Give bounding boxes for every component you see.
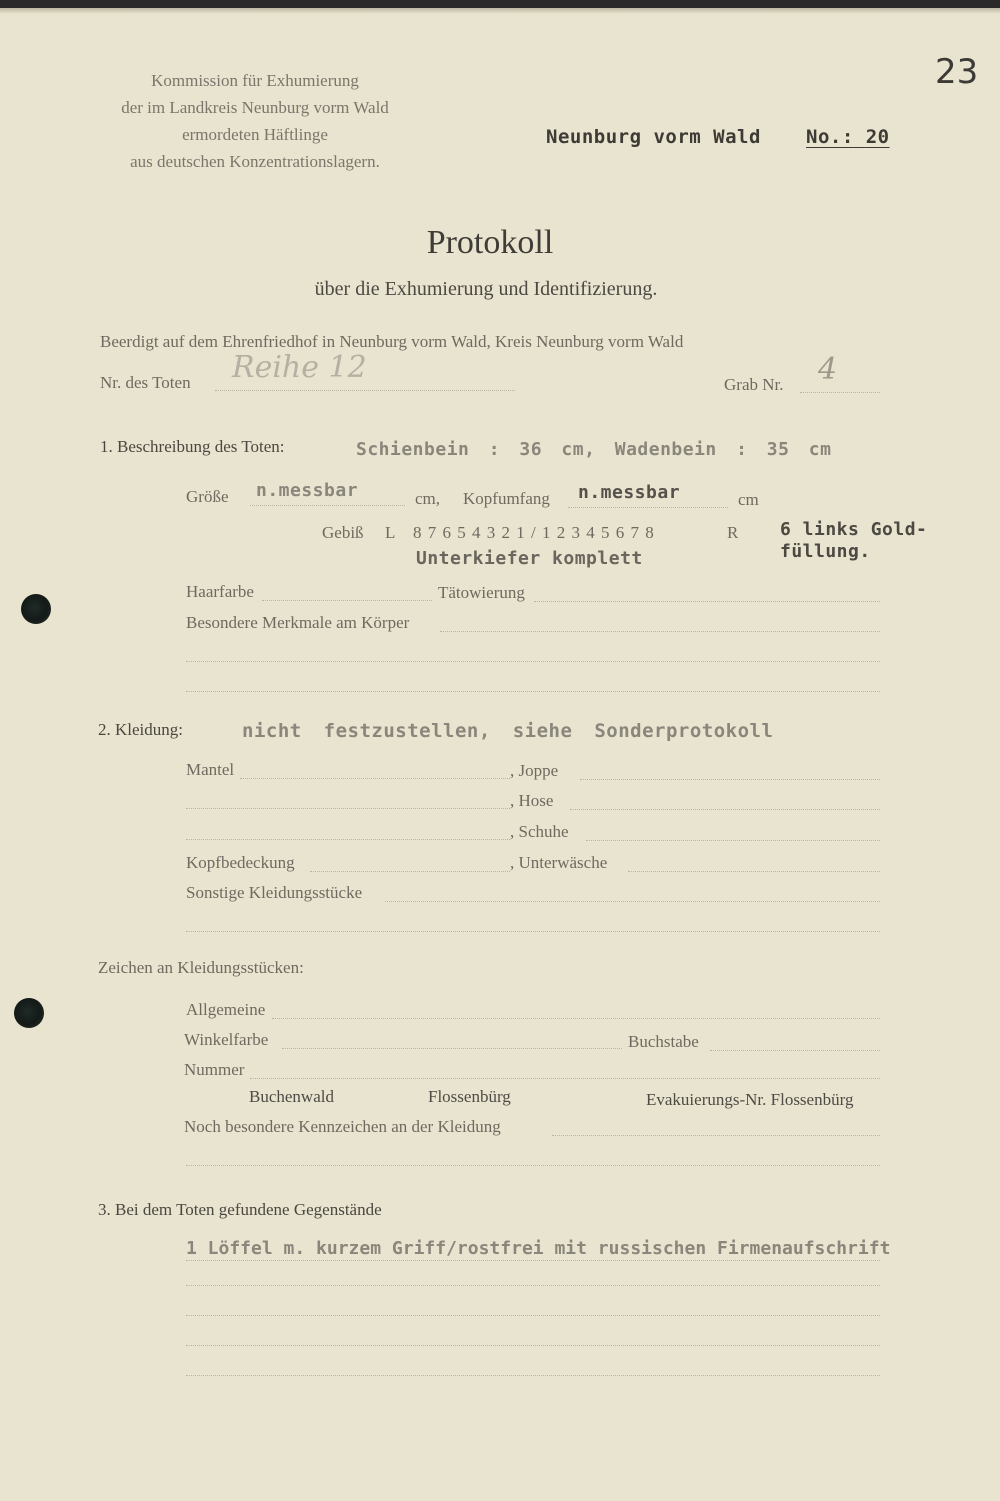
- shoes-label: , Schuhe: [510, 822, 569, 841]
- other-clothing-line-2: [186, 931, 880, 932]
- found-items-note: 1 Löffel m. kurzem Griff/rostfrei mit russischen Firmenaufschrift: [186, 1238, 891, 1259]
- head-circumference-line: [568, 507, 728, 508]
- size-label: Größe: [186, 487, 229, 506]
- underwear-label: , Unterwäsche: [510, 853, 608, 872]
- found-items-line-5: [186, 1375, 880, 1376]
- commission-header: [95, 67, 415, 175]
- body-marks-line-2: [186, 661, 880, 662]
- trousers-label: , Hose: [510, 791, 554, 810]
- hair-color-line: [262, 600, 432, 601]
- dead-number-line: [215, 390, 515, 391]
- commission-line-1: Kommission für Exhumierung: [151, 71, 359, 90]
- body-marks-line-1: [440, 631, 880, 632]
- other-clothing-line-1: [385, 901, 880, 902]
- headwear-line: [310, 871, 510, 872]
- shoes-line: [586, 840, 880, 841]
- head-circumference-label: Kopfumfang: [463, 489, 550, 508]
- angle-color-line: [282, 1048, 622, 1049]
- grave-number-value: 4: [818, 352, 838, 387]
- section2-clothing-note: nicht festzustellen, siehe Sonderprotokoll: [242, 720, 774, 742]
- teeth-numbers: 8 7 6 5 4 3 2 1 / 1 2 3 4 5 6 7 8: [413, 523, 655, 542]
- punch-hole-bottom: [14, 998, 44, 1028]
- size-value: n.messbar: [256, 480, 359, 501]
- general-marks-label: Allgemeine: [186, 1000, 266, 1019]
- found-items-line-2: [186, 1285, 880, 1286]
- section2-heading: 2. Kleidung:: [98, 720, 183, 739]
- commission-line-2: der im Landkreis Neunburg vorm Wald: [121, 98, 389, 117]
- section1-heading: 1. Beschreibung des Toten:: [100, 437, 285, 456]
- size-unit: cm,: [415, 489, 441, 508]
- paper-edge: [0, 8, 1000, 14]
- headwear-label: Kopfbedeckung: [186, 853, 295, 872]
- section1-bones: Schienbein : 36 cm, Wadenbein : 35 cm: [356, 439, 832, 460]
- evacuation-number-label: Evakuierungs-Nr. Flossenbürg: [646, 1090, 854, 1109]
- found-items-line-4: [186, 1345, 880, 1346]
- number-line: [250, 1078, 880, 1079]
- header-number-value: 20: [865, 126, 890, 148]
- buchenwald-label: Buchenwald: [249, 1087, 334, 1106]
- body-marks-label: Besondere Merkmale am Körper: [186, 613, 410, 632]
- lower-jaw-note: Unterkiefer komplett: [416, 548, 643, 569]
- tattoo-line: [534, 601, 880, 602]
- page-number: 23: [935, 52, 979, 92]
- coat-label: Mantel: [186, 760, 235, 779]
- hair-color-label: Haarfarbe: [186, 582, 254, 601]
- general-marks-line: [272, 1018, 880, 1019]
- letter-label: Buchstabe: [628, 1032, 699, 1051]
- header-place: Neunburg vorm Wald: [546, 126, 761, 148]
- teeth-label: Gebiß: [322, 523, 364, 542]
- grave-number-label: Grab Nr.: [724, 375, 784, 394]
- number-label: Nummer: [184, 1060, 245, 1079]
- teeth-left: L: [385, 523, 396, 542]
- special-marks-line-1: [552, 1135, 880, 1136]
- commission-line-4: aus deutschen Konzentrationslagern.: [130, 152, 380, 171]
- clothing-left-line-2: [186, 808, 510, 809]
- commission-line-3: ermordeten Häftlinge: [182, 125, 328, 144]
- document-subtitle: über die Exhumierung und Identifizierung.: [314, 278, 658, 300]
- clothing-left-line-3: [186, 839, 510, 840]
- trousers-line: [570, 809, 880, 810]
- angle-color-label: Winkelfarbe: [184, 1030, 269, 1049]
- underwear-line: [628, 871, 880, 872]
- other-clothing-label: Sonstige Kleidungsstücke: [186, 883, 363, 902]
- body-marks-line-3: [186, 691, 880, 692]
- jacket-label: , Joppe: [510, 761, 559, 780]
- clothing-marks-heading: Zeichen an Kleidungsstücken:: [98, 958, 304, 977]
- section3-heading: 3. Bei dem Toten gefundene Gegenstände: [98, 1200, 382, 1219]
- coat-line: [240, 778, 510, 779]
- grave-number-line: [800, 392, 880, 393]
- tattoo-label: Tätowierung: [438, 583, 525, 602]
- flossenbuerg-label: Flossenbürg: [428, 1087, 511, 1106]
- head-circumference-value: n.messbar: [578, 482, 681, 503]
- dead-number-value: Reihe 12: [232, 350, 367, 385]
- teeth-note-line-2: füllung.: [780, 541, 871, 562]
- special-marks-label: Noch besondere Kennzeichen an der Kleidung: [184, 1117, 501, 1136]
- jacket-line: [580, 779, 880, 780]
- found-items-line-3: [186, 1315, 880, 1316]
- head-circumference-unit: cm: [738, 490, 759, 509]
- size-line: [250, 505, 405, 506]
- found-items-line-1: [186, 1260, 880, 1261]
- punch-hole-top: [21, 594, 51, 624]
- document-title: Protokoll: [426, 224, 554, 261]
- scan-top-border: [0, 0, 1000, 8]
- teeth-right: R: [727, 523, 739, 542]
- special-marks-line-2: [186, 1165, 880, 1166]
- letter-line: [710, 1050, 880, 1051]
- header-number-label: No.:: [806, 126, 854, 148]
- dead-number-label: Nr. des Toten: [100, 373, 191, 392]
- header-number: [806, 126, 890, 148]
- burial-line: Beerdigt auf dem Ehrenfriedhof in Neunburg vorm Wald, Kreis Neunburg vorm Wald: [100, 332, 684, 351]
- teeth-note-line-1: 6 links Gold-: [780, 519, 928, 540]
